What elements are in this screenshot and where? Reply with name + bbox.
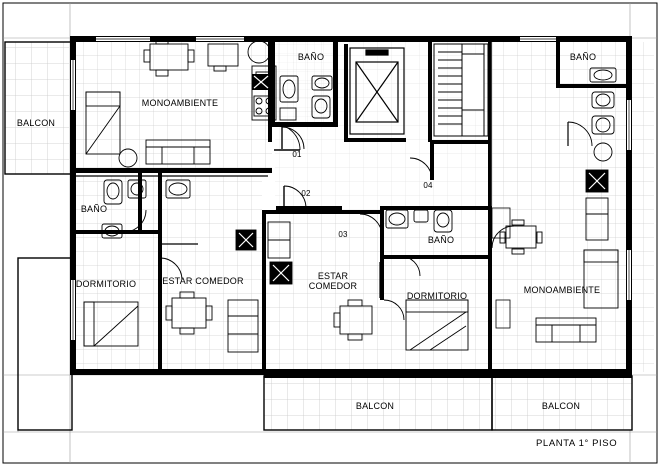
- room-label-estar-comedor-left: ESTAR COMEDOR: [162, 276, 244, 286]
- unit-number-04: 04: [423, 181, 433, 190]
- room-label-bano-top-center: BAÑO: [297, 52, 325, 62]
- unit-number-03: 03: [338, 230, 348, 239]
- unit-number-01: 01: [292, 150, 302, 159]
- room-label-balcon-left: BALCON: [16, 118, 56, 128]
- room-label-monoambiente-right: MONOAMBIENTE: [523, 285, 601, 295]
- room-label-dormitorio-right: DORMITORIO: [406, 291, 468, 301]
- drawing-title: PLANTA 1° PISO: [536, 438, 618, 449]
- room-label-bano-center: BAÑO: [427, 235, 455, 245]
- room-label-dormitorio-left: DORMITORIO: [75, 279, 137, 289]
- unit-number-02: 02: [301, 189, 311, 198]
- room-label-bano-top-right: BAÑO: [569, 52, 597, 62]
- room-label-balcon-bottom-center: BALCON: [355, 401, 395, 411]
- room-label-estar-comedor-center: ESTAR COMEDOR: [308, 271, 358, 291]
- room-label-balcon-bottom-right: BALCON: [541, 401, 581, 411]
- room-label-bano-left: BAÑO: [80, 204, 108, 214]
- room-label-monoambiente-top: MONOAMBIENTE: [141, 98, 219, 108]
